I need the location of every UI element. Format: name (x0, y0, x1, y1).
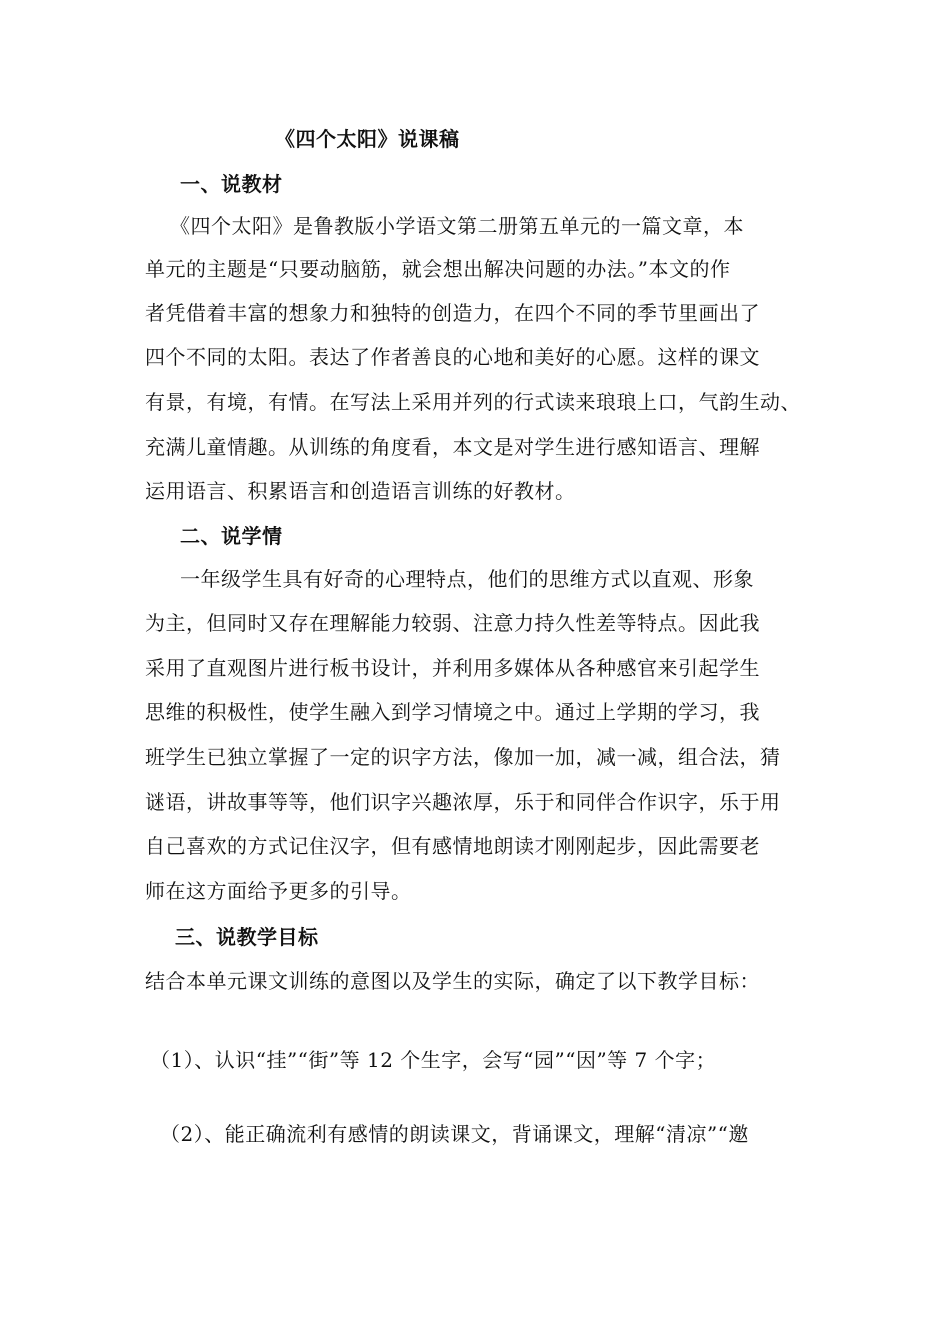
paragraph-line: 有景，有境，有情。在写法上采用并列的行式读来琅琅上口，气韵生动、 (145, 390, 801, 414)
paragraph-line: 采用了直观图片进行板书设计，并利用多媒体从各种感官来引起学生 (145, 656, 760, 680)
paragraph-line: 四个不同的太阳。表达了作者善良的心地和美好的心愿。这样的课文 (145, 345, 760, 369)
objective-item-1: （1）、认识“挂”“街”等 12 个生字，会写“园”“因”等 7 个字； (150, 1048, 717, 1072)
document-title: 《四个太阳》说课稿 (275, 127, 460, 151)
section-heading-3: 三、说教学目标 (175, 925, 319, 949)
section-heading-2: 二、说学情 (180, 524, 283, 548)
paragraph-line: 班学生已独立掌握了一定的识字方法，像加一加，减一减，组合法，猜 (145, 745, 781, 769)
paragraph-line: 师在这方面给予更多的引导。 (145, 879, 412, 903)
paragraph-line: 一年级学生具有好奇的心理特点，他们的思维方式以直观、形象 (180, 567, 754, 591)
paragraph-line: 《四个太阳》是鲁教版小学语文第二册第五单元的一篇文章，本 (170, 214, 744, 238)
paragraph-line: 为主，但同时又存在理解能力较弱、注意力持久性差等特点。因此我 (145, 611, 760, 635)
paragraph-line: 谜语，讲故事等等，他们识字兴趣浓厚，乐于和同伴合作识字，乐于用 (145, 790, 781, 814)
paragraph-line: 自己喜欢的方式记住汉字，但有感情地朗读才刚刚起步，因此需要老 (145, 834, 760, 858)
section-heading-1: 一、说教材 (180, 172, 283, 196)
paragraph-line: 者凭借着丰富的想象力和独特的创造力，在四个不同的季节里画出了 (145, 301, 760, 325)
paragraph-line: 单元的主题是“只要动脑筋，就会想出解决问题的办法。”本文的作 (145, 257, 731, 281)
paragraph-line: 充满儿童情趣。从训练的角度看，本文是对学生进行感知语言、理解 (145, 435, 760, 459)
paragraph-line: 结合本单元课文训练的意图以及学生的实际，确定了以下教学目标： (145, 969, 760, 993)
objective-item-2: （2）、能正确流利有感情的朗读课文，背诵课文，理解“清凉”“邀 (160, 1122, 749, 1146)
paragraph-line: 思维的积极性，使学生融入到学习情境之中。通过上学期的学习，我 (145, 700, 760, 724)
paragraph-line: 运用语言、积累语言和创造语言训练的好教材。 (145, 479, 576, 503)
